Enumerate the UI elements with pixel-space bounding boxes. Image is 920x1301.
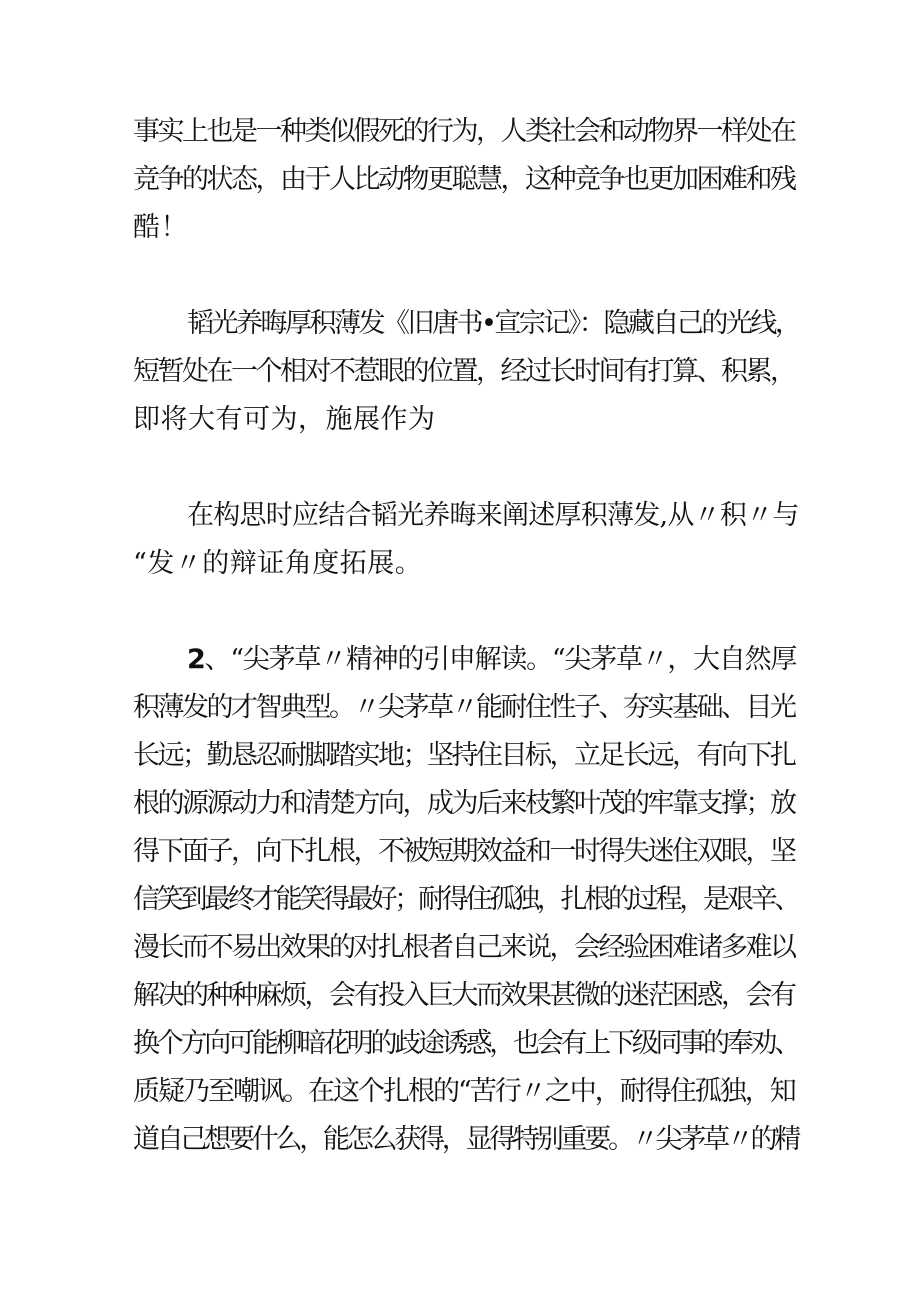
paragraph-line: 漫长而不易出效果的对扎根者自己来说，会经验困难诸多难以 (133, 932, 795, 963)
paragraph-line: 根的源源动力和清楚方向，成为后来枝繁叶茂的牢靠支撑；放 (133, 788, 795, 819)
paragraph-line: 得下面子，向下扎根，不被短期效益和一时得失迷住双眼，坚 (133, 836, 795, 867)
paragraph-line: 换个方向可能柳暗花明的歧途诱惑，也会有上下级同事的奉劝、 (133, 1028, 798, 1059)
paragraph-line: 韬光养晦厚积薄发《旧唐书•宣宗记》：隐藏自己的光线， (187, 308, 800, 339)
paragraph-line: 信笑到最终才能笑得最好；耐得住孤独，扎根的过程，是艰辛、 (133, 884, 798, 915)
paragraph-line: 酷！ (133, 212, 188, 243)
paragraph-line: 解决的种种麻烦，会有投入巨大而效果甚微的迷茫困惑，会有 (133, 980, 795, 1011)
paragraph-line: 即将大有可为，施展作为 (133, 404, 436, 435)
paragraph-line: 事实上也是一种类似假死的行为，人类社会和动物界一样处在 (133, 116, 795, 147)
paragraph-line: 在构思时应结合韬光养晦来阐述厚积薄发,从〃积〃与 (187, 500, 799, 531)
section-number: 2 (187, 644, 205, 675)
paragraph-line: 短暂处在一个相对不惹眼的位置，经过长时间有打算、积累， (133, 356, 795, 387)
paragraph-line: 质疑乃至嘲讽。在这个扎根的“苦行〃之中，耐得住孤独，知 (133, 1076, 795, 1107)
paragraph-text: 、“尖茅草〃精神的引申解读。“尖茅草〃，大自然厚 (204, 644, 797, 675)
paragraph-line: “发〃的辩证角度拓展。 (133, 548, 423, 579)
paragraph-line: 积薄发的才智典型。〃尖茅草〃能耐住性子、夯实基础、目光 (133, 692, 795, 723)
paragraph-line: 竞争的状态，由于人比动物更聪慧，这种竞争也更加困难和残 (133, 164, 795, 195)
paragraph-line: 长远；勤恳忍耐脚踏实地；坚持住目标，立足长远，有向下扎 (133, 740, 795, 771)
paragraph-line: 道自己想要什么，能怎么获得，显得特别重要。〃尖茅草〃的精 (133, 1124, 798, 1155)
paragraph-line-numbered (187, 640, 800, 680)
